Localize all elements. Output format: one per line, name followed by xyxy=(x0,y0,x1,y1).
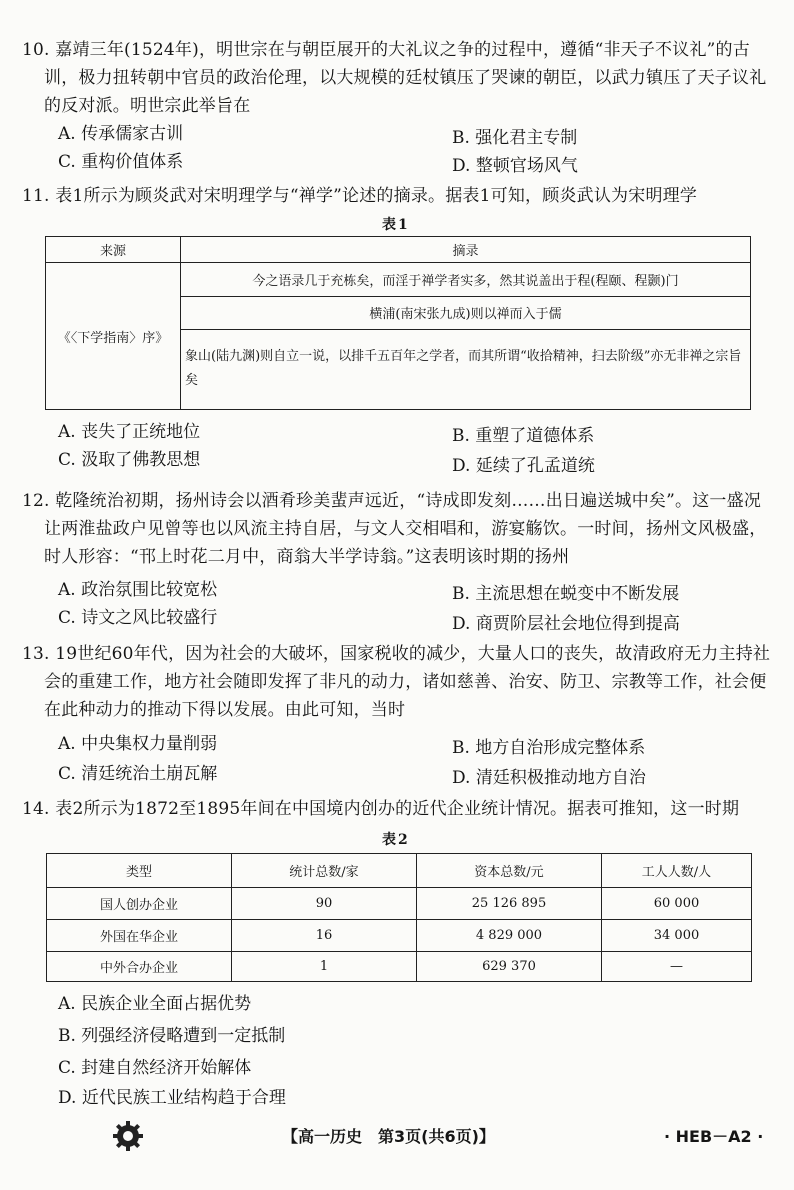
table-row xyxy=(47,888,752,920)
q14-option-a: A. 民族企业全面占据优势 xyxy=(58,994,252,1014)
table-1-excerpt-row: 横浦(南宋张九成)则以禅而入于儒 xyxy=(181,297,751,329)
q10-option-d: D. 整顿官场风气 xyxy=(452,156,578,176)
q13-option-c: C. 清廷统治土崩瓦解 xyxy=(58,764,218,784)
table-1-header-source: 来源 xyxy=(46,237,181,263)
table-row xyxy=(47,952,752,982)
table-1-source-cell: 《〈下学指南〉序》 xyxy=(46,263,181,410)
q11-option-a: A. 丧失了正统地位 xyxy=(58,422,201,442)
q12-option-c: C. 诗文之风比较盛行 xyxy=(58,608,218,628)
table-2-caption: 表2 xyxy=(382,832,410,848)
table-cell: — xyxy=(602,952,752,982)
table-cell: 25 126 895 xyxy=(417,888,602,920)
q10-option-b: B. 强化君主专制 xyxy=(452,128,578,148)
question-14-stem: 14. 表2所示为1872至1895年间在中国境内创办的近代企业统计情况。据表可推知，这一时期 xyxy=(22,799,740,819)
gear-logo-icon xyxy=(112,1120,144,1152)
q11-option-d: D. 延续了孔孟道统 xyxy=(452,456,595,476)
q12-option-d: D. 商贾阶层社会地位得到提高 xyxy=(452,614,680,634)
table-cell: 34 000 xyxy=(602,920,752,952)
q10-option-c: C. 重构价值体系 xyxy=(58,152,184,172)
q12-option-b: B. 主流思想在蜕变中不断发展 xyxy=(452,584,680,604)
table-2 xyxy=(46,853,752,982)
question-13 xyxy=(22,640,774,724)
question-10 xyxy=(22,36,774,120)
table-cell: 中外合办企业 xyxy=(47,952,232,982)
q14-option-c: C. 封建自然经济开始解体 xyxy=(58,1058,252,1078)
question-13-stem: 13. 19世纪60年代，因为社会的大破坏，国家税收的减少，大量人口的丧失，故清政府无力主持社会的重建工作，地方社会随即发挥了非凡的动力，诸如慈善、治安、防卫、宗教等工作，社会便在此种动力的推动下得以发展。由此可知，当时 xyxy=(22,644,771,720)
table-2-header: 统计总数/家 xyxy=(232,854,417,888)
table-cell: 4 829 000 xyxy=(417,920,602,952)
table-cell: 629 370 xyxy=(417,952,602,982)
table-2-header: 工人人数/人 xyxy=(602,854,752,888)
question-11 xyxy=(22,182,774,210)
q12-option-a: A. 政治氛围比较宽松 xyxy=(58,580,218,600)
q11-option-c: C. 汲取了佛教思想 xyxy=(58,450,201,470)
table-cell: 1 xyxy=(232,952,417,982)
q13-option-a: A. 中央集权力量削弱 xyxy=(58,734,218,754)
table-cell: 60 000 xyxy=(602,888,752,920)
table-cell: 国人创办企业 xyxy=(47,888,232,920)
table-1-caption: 表1 xyxy=(382,217,410,233)
footer-page-info: 【高一历史 第3页(共6页)】 xyxy=(282,1127,495,1146)
q13-option-d: D. 清廷积极推动地方自治 xyxy=(452,768,646,788)
table-row xyxy=(47,920,752,952)
table-2-header: 类型 xyxy=(47,854,232,888)
q10-option-a: A. 传承儒家古训 xyxy=(58,124,184,144)
table-1-header-excerpt: 摘录 xyxy=(181,237,751,263)
table-1 xyxy=(45,236,751,410)
q14-option-b: B. 列强经济侵略遭到一定抵制 xyxy=(58,1026,286,1046)
q14-option-d: D. 近代民族工业结构趋于合理 xyxy=(58,1088,286,1108)
q11-option-b: B. 重塑了道德体系 xyxy=(452,426,595,446)
table-cell: 16 xyxy=(232,920,417,952)
question-12 xyxy=(22,487,774,571)
table-cell: 90 xyxy=(232,888,417,920)
question-11-stem: 11. 表1所示为顾炎武对宋明理学与“禅学”论述的摘录。据表1可知，顾炎武认为宋明理学 xyxy=(22,186,698,206)
footer-code: · HEB－A2 · xyxy=(664,1127,764,1146)
question-14 xyxy=(22,795,774,823)
table-2-header: 资本总数/元 xyxy=(417,854,602,888)
table-1-excerpt-row: 象山(陆九渊)则自立一说，以排千五百年之学者，而其所谓“收拾精神，扫去阶级”亦无非禅之宗旨矣 xyxy=(181,329,751,410)
table-1-excerpt-row: 今之语录几于充栋矣，而淫于禅学者实多，然其说盖出于程(程颐、程颢)门 xyxy=(181,263,751,297)
table-cell: 外国在华企业 xyxy=(47,920,232,952)
q13-option-b: B. 地方自治形成完整体系 xyxy=(452,738,646,758)
question-10-stem: 10. 嘉靖三年(1524年)，明世宗在与朝臣展开的大礼议之争的过程中，遵循“非天子不议礼”的古训，极力扭转朝中官员的政治伦理，以大规模的廷杖镇压了哭谏的朝臣，以武力镇压了天子议礼的反对派。明世宗此举旨在 xyxy=(22,40,767,116)
question-12-stem: 12. 乾隆统治初期，扬州诗会以酒肴珍美蜚声远近，“诗成即发刻……出日遍送城中矣”。这一盛况让两淮盐政户见曾等也以风流主持自居，与文人交相唱和，游宴觞饮。一时间，扬州文风极盛，时人形容：“邗上时花二月中，商翁大半学诗翁。”这表明该时期的扬州 xyxy=(22,491,767,567)
